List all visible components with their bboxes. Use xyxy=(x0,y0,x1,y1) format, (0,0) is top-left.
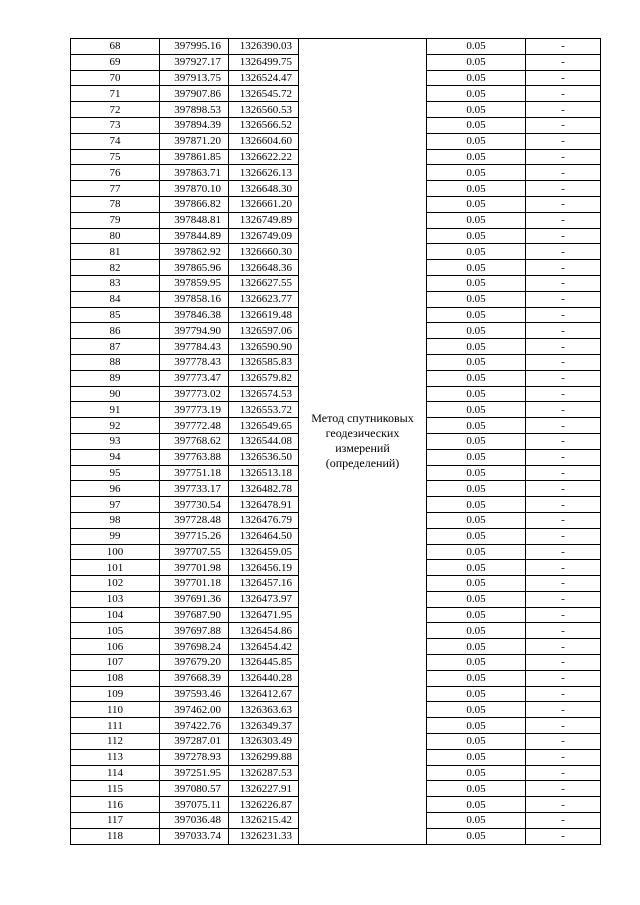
note-cell: - xyxy=(526,244,601,260)
note-cell: - xyxy=(526,149,601,165)
note-cell: - xyxy=(526,544,601,560)
x-coordinate-cell: 397784.43 xyxy=(160,339,229,355)
note-cell: - xyxy=(526,512,601,528)
x-coordinate-cell: 397287.01 xyxy=(160,734,229,750)
accuracy-cell: 0.05 xyxy=(427,544,526,560)
accuracy-cell: 0.05 xyxy=(427,734,526,750)
x-coordinate-cell: 397422.76 xyxy=(160,718,229,734)
accuracy-cell: 0.05 xyxy=(427,54,526,70)
point-number-cell: 78 xyxy=(71,196,160,212)
y-coordinate-cell: 1326574.53 xyxy=(229,386,299,402)
note-cell: - xyxy=(526,734,601,750)
accuracy-cell: 0.05 xyxy=(427,718,526,734)
point-number-cell: 90 xyxy=(71,386,160,402)
point-number-cell: 82 xyxy=(71,260,160,276)
point-number-cell: 102 xyxy=(71,576,160,592)
point-number-cell: 93 xyxy=(71,433,160,449)
y-coordinate-cell: 1326549.65 xyxy=(229,418,299,434)
x-coordinate-cell: 397927.17 xyxy=(160,54,229,70)
table-row xyxy=(71,39,601,55)
note-cell: - xyxy=(526,102,601,118)
x-coordinate-cell: 397733.17 xyxy=(160,481,229,497)
point-number-cell: 68 xyxy=(71,39,160,55)
accuracy-cell: 0.05 xyxy=(427,418,526,434)
point-number-cell: 107 xyxy=(71,655,160,671)
note-cell: - xyxy=(526,702,601,718)
x-coordinate-cell: 397691.36 xyxy=(160,591,229,607)
y-coordinate-cell: 1326456.19 xyxy=(229,560,299,576)
note-cell: - xyxy=(526,686,601,702)
accuracy-cell: 0.05 xyxy=(427,133,526,149)
note-cell: - xyxy=(526,354,601,370)
note-cell: - xyxy=(526,339,601,355)
accuracy-cell: 0.05 xyxy=(427,591,526,607)
point-number-cell: 71 xyxy=(71,86,160,102)
y-coordinate-cell: 1326648.30 xyxy=(229,181,299,197)
y-coordinate-cell: 1326215.42 xyxy=(229,813,299,829)
note-cell: - xyxy=(526,576,601,592)
note-cell: - xyxy=(526,275,601,291)
accuracy-cell: 0.05 xyxy=(427,749,526,765)
x-coordinate-cell: 397751.18 xyxy=(160,465,229,481)
point-number-cell: 92 xyxy=(71,418,160,434)
x-coordinate-cell: 397715.26 xyxy=(160,528,229,544)
y-coordinate-cell: 1326619.48 xyxy=(229,307,299,323)
accuracy-cell: 0.05 xyxy=(427,275,526,291)
accuracy-cell: 0.05 xyxy=(427,449,526,465)
point-number-cell: 99 xyxy=(71,528,160,544)
accuracy-cell: 0.05 xyxy=(427,149,526,165)
x-coordinate-cell: 397858.16 xyxy=(160,291,229,307)
note-cell: - xyxy=(526,670,601,686)
point-number-cell: 112 xyxy=(71,734,160,750)
note-cell: - xyxy=(526,781,601,797)
x-coordinate-cell: 397728.48 xyxy=(160,512,229,528)
point-number-cell: 116 xyxy=(71,797,160,813)
point-number-cell: 81 xyxy=(71,244,160,260)
accuracy-cell: 0.05 xyxy=(427,465,526,481)
accuracy-cell: 0.05 xyxy=(427,560,526,576)
x-coordinate-cell: 397707.55 xyxy=(160,544,229,560)
note-cell: - xyxy=(526,323,601,339)
note-cell: - xyxy=(526,433,601,449)
accuracy-cell: 0.05 xyxy=(427,196,526,212)
accuracy-cell: 0.05 xyxy=(427,481,526,497)
y-coordinate-cell: 1326476.79 xyxy=(229,512,299,528)
note-cell: - xyxy=(526,307,601,323)
note-cell: - xyxy=(526,196,601,212)
note-cell: - xyxy=(526,181,601,197)
x-coordinate-cell: 397870.10 xyxy=(160,181,229,197)
note-cell: - xyxy=(526,528,601,544)
note-cell: - xyxy=(526,718,601,734)
accuracy-cell: 0.05 xyxy=(427,354,526,370)
accuracy-cell: 0.05 xyxy=(427,323,526,339)
note-cell: - xyxy=(526,291,601,307)
point-number-cell: 86 xyxy=(71,323,160,339)
y-coordinate-cell: 1326513.18 xyxy=(229,465,299,481)
x-coordinate-cell: 397697.88 xyxy=(160,623,229,639)
note-cell: - xyxy=(526,591,601,607)
point-number-cell: 111 xyxy=(71,718,160,734)
accuracy-cell: 0.05 xyxy=(427,339,526,355)
y-coordinate-cell: 1326473.97 xyxy=(229,591,299,607)
x-coordinate-cell: 397773.47 xyxy=(160,370,229,386)
x-coordinate-cell: 397730.54 xyxy=(160,497,229,513)
x-coordinate-cell: 397894.39 xyxy=(160,117,229,133)
point-number-cell: 109 xyxy=(71,686,160,702)
note-cell: - xyxy=(526,260,601,276)
x-coordinate-cell: 397848.81 xyxy=(160,212,229,228)
note-cell: - xyxy=(526,765,601,781)
y-coordinate-cell: 1326597.06 xyxy=(229,323,299,339)
accuracy-cell: 0.05 xyxy=(427,39,526,55)
accuracy-cell: 0.05 xyxy=(427,670,526,686)
y-coordinate-cell: 1326623.77 xyxy=(229,291,299,307)
y-coordinate-cell: 1326390.03 xyxy=(229,39,299,55)
point-number-cell: 113 xyxy=(71,749,160,765)
note-cell: - xyxy=(526,813,601,829)
point-number-cell: 74 xyxy=(71,133,160,149)
y-coordinate-cell: 1326412.67 xyxy=(229,686,299,702)
note-cell: - xyxy=(526,481,601,497)
y-coordinate-cell: 1326660.30 xyxy=(229,244,299,260)
x-coordinate-cell: 397278.93 xyxy=(160,749,229,765)
y-coordinate-cell: 1326363.63 xyxy=(229,702,299,718)
y-coordinate-cell: 1326749.09 xyxy=(229,228,299,244)
point-number-cell: 103 xyxy=(71,591,160,607)
x-coordinate-cell: 397794.90 xyxy=(160,323,229,339)
note-cell: - xyxy=(526,497,601,513)
x-coordinate-cell: 397773.02 xyxy=(160,386,229,402)
accuracy-cell: 0.05 xyxy=(427,655,526,671)
accuracy-cell: 0.05 xyxy=(427,765,526,781)
y-coordinate-cell: 1326226.87 xyxy=(229,797,299,813)
accuracy-cell: 0.05 xyxy=(427,117,526,133)
y-coordinate-cell: 1326545.72 xyxy=(229,86,299,102)
accuracy-cell: 0.05 xyxy=(427,165,526,181)
y-coordinate-cell: 1326560.53 xyxy=(229,102,299,118)
x-coordinate-cell: 397080.57 xyxy=(160,781,229,797)
x-coordinate-cell: 397907.86 xyxy=(160,86,229,102)
method-cell: Метод спутниковых геодезических измерений (определений) xyxy=(299,39,427,845)
point-number-cell: 98 xyxy=(71,512,160,528)
note-cell: - xyxy=(526,402,601,418)
accuracy-cell: 0.05 xyxy=(427,813,526,829)
x-coordinate-cell: 397865.96 xyxy=(160,260,229,276)
accuracy-cell: 0.05 xyxy=(427,370,526,386)
accuracy-cell: 0.05 xyxy=(427,102,526,118)
note-cell: - xyxy=(526,749,601,765)
y-coordinate-cell: 1326445.85 xyxy=(229,655,299,671)
coordinates-table xyxy=(70,38,601,845)
point-number-cell: 72 xyxy=(71,102,160,118)
y-coordinate-cell: 1326471.95 xyxy=(229,607,299,623)
y-coordinate-cell: 1326454.86 xyxy=(229,623,299,639)
point-number-cell: 94 xyxy=(71,449,160,465)
accuracy-cell: 0.05 xyxy=(427,702,526,718)
x-coordinate-cell: 397861.85 xyxy=(160,149,229,165)
note-cell: - xyxy=(526,228,601,244)
point-number-cell: 114 xyxy=(71,765,160,781)
point-number-cell: 110 xyxy=(71,702,160,718)
accuracy-cell: 0.05 xyxy=(427,828,526,844)
point-number-cell: 97 xyxy=(71,497,160,513)
y-coordinate-cell: 1326349.37 xyxy=(229,718,299,734)
point-number-cell: 70 xyxy=(71,70,160,86)
note-cell: - xyxy=(526,212,601,228)
y-coordinate-cell: 1326622.22 xyxy=(229,149,299,165)
coordinates-table-body xyxy=(71,39,601,845)
note-cell: - xyxy=(526,39,601,55)
x-coordinate-cell: 397863.71 xyxy=(160,165,229,181)
point-number-cell: 118 xyxy=(71,828,160,844)
note-cell: - xyxy=(526,386,601,402)
accuracy-cell: 0.05 xyxy=(427,402,526,418)
note-cell: - xyxy=(526,639,601,655)
y-coordinate-cell: 1326457.16 xyxy=(229,576,299,592)
y-coordinate-cell: 1326303.49 xyxy=(229,734,299,750)
x-coordinate-cell: 397593.46 xyxy=(160,686,229,702)
point-number-cell: 108 xyxy=(71,670,160,686)
point-number-cell: 95 xyxy=(71,465,160,481)
x-coordinate-cell: 397036.48 xyxy=(160,813,229,829)
point-number-cell: 69 xyxy=(71,54,160,70)
note-cell: - xyxy=(526,54,601,70)
point-number-cell: 105 xyxy=(71,623,160,639)
point-number-cell: 100 xyxy=(71,544,160,560)
x-coordinate-cell: 397773.19 xyxy=(160,402,229,418)
y-coordinate-cell: 1326299.88 xyxy=(229,749,299,765)
accuracy-cell: 0.05 xyxy=(427,512,526,528)
accuracy-cell: 0.05 xyxy=(427,228,526,244)
point-number-cell: 104 xyxy=(71,607,160,623)
point-number-cell: 73 xyxy=(71,117,160,133)
x-coordinate-cell: 397251.95 xyxy=(160,765,229,781)
point-number-cell: 76 xyxy=(71,165,160,181)
point-number-cell: 101 xyxy=(71,560,160,576)
y-coordinate-cell: 1326661.20 xyxy=(229,196,299,212)
y-coordinate-cell: 1326482.78 xyxy=(229,481,299,497)
y-coordinate-cell: 1326440.28 xyxy=(229,670,299,686)
x-coordinate-cell: 397846.38 xyxy=(160,307,229,323)
x-coordinate-cell: 397701.18 xyxy=(160,576,229,592)
x-coordinate-cell: 397844.89 xyxy=(160,228,229,244)
note-cell: - xyxy=(526,165,601,181)
x-coordinate-cell: 397763.88 xyxy=(160,449,229,465)
point-number-cell: 89 xyxy=(71,370,160,386)
point-number-cell: 115 xyxy=(71,781,160,797)
x-coordinate-cell: 397687.90 xyxy=(160,607,229,623)
note-cell: - xyxy=(526,70,601,86)
x-coordinate-cell: 397768.62 xyxy=(160,433,229,449)
y-coordinate-cell: 1326536.50 xyxy=(229,449,299,465)
y-coordinate-cell: 1326459.05 xyxy=(229,544,299,560)
point-number-cell: 79 xyxy=(71,212,160,228)
point-number-cell: 85 xyxy=(71,307,160,323)
point-number-cell: 91 xyxy=(71,402,160,418)
point-number-cell: 106 xyxy=(71,639,160,655)
accuracy-cell: 0.05 xyxy=(427,781,526,797)
y-coordinate-cell: 1326585.83 xyxy=(229,354,299,370)
note-cell: - xyxy=(526,655,601,671)
accuracy-cell: 0.05 xyxy=(427,686,526,702)
note-cell: - xyxy=(526,117,601,133)
point-number-cell: 87 xyxy=(71,339,160,355)
y-coordinate-cell: 1326478.91 xyxy=(229,497,299,513)
y-coordinate-cell: 1326627.55 xyxy=(229,275,299,291)
x-coordinate-cell: 397668.39 xyxy=(160,670,229,686)
accuracy-cell: 0.05 xyxy=(427,386,526,402)
point-number-cell: 83 xyxy=(71,275,160,291)
accuracy-cell: 0.05 xyxy=(427,70,526,86)
x-coordinate-cell: 397859.95 xyxy=(160,275,229,291)
x-coordinate-cell: 397862.92 xyxy=(160,244,229,260)
y-coordinate-cell: 1326626.13 xyxy=(229,165,299,181)
point-number-cell: 88 xyxy=(71,354,160,370)
accuracy-cell: 0.05 xyxy=(427,244,526,260)
accuracy-cell: 0.05 xyxy=(427,497,526,513)
x-coordinate-cell: 397075.11 xyxy=(160,797,229,813)
note-cell: - xyxy=(526,86,601,102)
y-coordinate-cell: 1326524.47 xyxy=(229,70,299,86)
point-number-cell: 77 xyxy=(71,181,160,197)
y-coordinate-cell: 1326231.33 xyxy=(229,828,299,844)
accuracy-cell: 0.05 xyxy=(427,291,526,307)
x-coordinate-cell: 397701.98 xyxy=(160,560,229,576)
accuracy-cell: 0.05 xyxy=(427,797,526,813)
y-coordinate-cell: 1326464.50 xyxy=(229,528,299,544)
y-coordinate-cell: 1326749.89 xyxy=(229,212,299,228)
x-coordinate-cell: 397913.75 xyxy=(160,70,229,86)
x-coordinate-cell: 397772.48 xyxy=(160,418,229,434)
y-coordinate-cell: 1326287.53 xyxy=(229,765,299,781)
y-coordinate-cell: 1326648.36 xyxy=(229,260,299,276)
note-cell: - xyxy=(526,560,601,576)
y-coordinate-cell: 1326454.42 xyxy=(229,639,299,655)
y-coordinate-cell: 1326227.91 xyxy=(229,781,299,797)
note-cell: - xyxy=(526,370,601,386)
x-coordinate-cell: 397995.16 xyxy=(160,39,229,55)
x-coordinate-cell: 397033.74 xyxy=(160,828,229,844)
accuracy-cell: 0.05 xyxy=(427,307,526,323)
accuracy-cell: 0.05 xyxy=(427,181,526,197)
y-coordinate-cell: 1326590.90 xyxy=(229,339,299,355)
x-coordinate-cell: 397898.53 xyxy=(160,102,229,118)
point-number-cell: 117 xyxy=(71,813,160,829)
x-coordinate-cell: 397778.43 xyxy=(160,354,229,370)
x-coordinate-cell: 397462.00 xyxy=(160,702,229,718)
accuracy-cell: 0.05 xyxy=(427,86,526,102)
note-cell: - xyxy=(526,828,601,844)
y-coordinate-cell: 1326544.08 xyxy=(229,433,299,449)
accuracy-cell: 0.05 xyxy=(427,576,526,592)
note-cell: - xyxy=(526,607,601,623)
y-coordinate-cell: 1326553.72 xyxy=(229,402,299,418)
x-coordinate-cell: 397698.24 xyxy=(160,639,229,655)
accuracy-cell: 0.05 xyxy=(427,433,526,449)
accuracy-cell: 0.05 xyxy=(427,639,526,655)
note-cell: - xyxy=(526,449,601,465)
accuracy-cell: 0.05 xyxy=(427,212,526,228)
accuracy-cell: 0.05 xyxy=(427,528,526,544)
accuracy-cell: 0.05 xyxy=(427,607,526,623)
x-coordinate-cell: 397866.82 xyxy=(160,196,229,212)
y-coordinate-cell: 1326499.75 xyxy=(229,54,299,70)
point-number-cell: 84 xyxy=(71,291,160,307)
x-coordinate-cell: 397871.20 xyxy=(160,133,229,149)
note-cell: - xyxy=(526,418,601,434)
accuracy-cell: 0.05 xyxy=(427,260,526,276)
y-coordinate-cell: 1326566.52 xyxy=(229,117,299,133)
y-coordinate-cell: 1326579.82 xyxy=(229,370,299,386)
point-number-cell: 96 xyxy=(71,481,160,497)
x-coordinate-cell: 397679.20 xyxy=(160,655,229,671)
point-number-cell: 80 xyxy=(71,228,160,244)
note-cell: - xyxy=(526,465,601,481)
note-cell: - xyxy=(526,623,601,639)
note-cell: - xyxy=(526,133,601,149)
accuracy-cell: 0.05 xyxy=(427,623,526,639)
note-cell: - xyxy=(526,797,601,813)
point-number-cell: 75 xyxy=(71,149,160,165)
y-coordinate-cell: 1326604.60 xyxy=(229,133,299,149)
